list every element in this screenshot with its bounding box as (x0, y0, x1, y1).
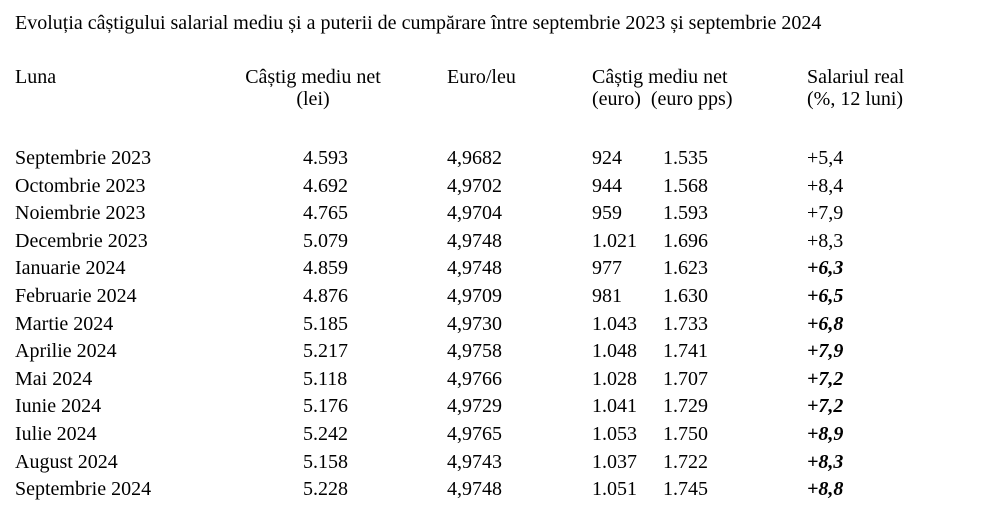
column-header-euro-pps: (euro pps) (650, 88, 733, 110)
cell-castig-lei: 4.876 (303, 284, 348, 307)
table-row (0, 202, 989, 230)
cell-castig-euro-pps: 1.745 (663, 478, 708, 501)
cell-castig-euro-pps: 1.741 (663, 340, 708, 363)
cell-euro-leu: 4,9704 (447, 202, 502, 225)
cell-castig-lei: 5.079 (303, 229, 348, 252)
cell-castig-euro: 977 (592, 257, 622, 280)
table-row (0, 340, 989, 368)
cell-castig-euro: 1.028 (592, 367, 637, 390)
cell-euro-leu: 4,9748 (447, 257, 502, 280)
cell-castig-euro: 1.051 (592, 478, 637, 501)
cell-salariul-real: +8,3 (807, 229, 844, 252)
cell-salariul-real: +8,8 (807, 478, 844, 501)
cell-castig-lei: 5.242 (303, 422, 348, 445)
cell-castig-euro: 924 (592, 147, 622, 169)
column-header-castig-lei (232, 66, 394, 110)
cell-castig-lei: 5.228 (303, 478, 348, 501)
cell-salariul-real: +7,2 (807, 395, 844, 418)
cell-luna: Iulie 2024 (15, 422, 97, 445)
cell-castig-lei: 5.185 (303, 312, 348, 335)
cell-euro-leu: 4,9748 (447, 229, 502, 252)
table-row (0, 285, 989, 313)
cell-luna: Septembrie 2024 (15, 478, 152, 501)
cell-castig-euro: 1.037 (592, 450, 637, 473)
column-header-salariul-real-line1: Salariul real (807, 66, 905, 88)
cell-castig-lei: 4.593 (303, 147, 348, 169)
cell-luna: Decembrie 2023 (15, 229, 148, 252)
column-header-luna: Luna (15, 66, 57, 88)
cell-euro-leu: 4,9730 (447, 312, 502, 335)
cell-luna: Iunie 2024 (15, 395, 102, 418)
cell-castig-euro: 1.053 (592, 422, 637, 445)
cell-luna: Martie 2024 (15, 312, 114, 335)
cell-euro-leu: 4,9729 (447, 395, 502, 418)
cell-salariul-real: +6,5 (807, 284, 844, 307)
column-header-euro-leu: Euro/leu (447, 66, 516, 88)
cell-castig-lei: 5.217 (303, 340, 348, 363)
column-header-castig-euro-line1: Câștig mediu net (592, 66, 728, 88)
cell-castig-lei: 5.176 (303, 395, 348, 418)
cell-castig-lei: 4.692 (303, 174, 348, 197)
table-row (0, 257, 989, 285)
table-row (0, 147, 989, 175)
cell-euro-leu: 4,9765 (447, 422, 502, 445)
cell-castig-euro-pps: 1.623 (663, 257, 708, 280)
cell-castig-lei: 4.859 (303, 257, 348, 280)
cell-castig-euro: 1.041 (592, 395, 637, 418)
cell-castig-euro: 959 (592, 202, 622, 225)
cell-castig-euro-pps: 1.630 (663, 284, 708, 307)
table-row (0, 478, 989, 506)
cell-euro-leu: 4,9682 (447, 147, 502, 169)
cell-euro-leu: 4,9743 (447, 450, 502, 473)
cell-luna: Septembrie 2023 (15, 147, 152, 169)
cell-castig-lei: 5.158 (303, 450, 348, 473)
cell-castig-euro-pps: 1.722 (663, 450, 708, 473)
table-body (0, 147, 989, 506)
cell-castig-euro: 1.048 (592, 340, 637, 363)
cell-castig-euro: 1.043 (592, 312, 637, 335)
cell-castig-euro-pps: 1.729 (663, 395, 708, 418)
column-header-salariul-real (807, 66, 904, 110)
cell-castig-euro: 981 (592, 284, 622, 307)
cell-castig-euro-pps: 1.750 (663, 422, 708, 445)
cell-castig-lei: 5.118 (303, 367, 348, 390)
table-row (0, 423, 989, 451)
cell-castig-euro: 1.021 (592, 229, 637, 252)
table-row (0, 313, 989, 341)
cell-euro-leu: 4,9758 (447, 340, 502, 363)
table-row (0, 175, 989, 203)
cell-salariul-real: +7,2 (807, 367, 844, 390)
cell-castig-euro-pps: 1.707 (663, 367, 708, 390)
cell-euro-leu: 4,9766 (447, 367, 502, 390)
cell-luna: Ianuarie 2024 (15, 257, 126, 280)
column-header-euro: (euro) (592, 88, 641, 110)
cell-salariul-real: +8,4 (807, 174, 844, 197)
table-row (0, 230, 989, 258)
cell-luna: August 2024 (15, 450, 118, 473)
cell-luna: Februarie 2024 (15, 284, 137, 307)
cell-luna: Aprilie 2024 (15, 340, 117, 363)
cell-luna: Mai 2024 (15, 367, 93, 390)
cell-salariul-real: +5,4 (807, 147, 844, 169)
page-title: Evoluția câștigului salarial mediu și a puterii de cumpărare între septembrie 2023 și septembrie 2024 (15, 12, 822, 34)
table-row (0, 451, 989, 479)
column-header-castig-euro-subheaders (592, 88, 733, 110)
cell-salariul-real: +6,8 (807, 312, 844, 335)
cell-castig-euro-pps: 1.535 (663, 147, 708, 169)
cell-castig-euro-pps: 1.568 (663, 174, 708, 197)
cell-luna: Octombrie 2023 (15, 174, 146, 197)
cell-euro-leu: 4,9702 (447, 174, 502, 197)
cell-castig-euro-pps: 1.733 (663, 312, 708, 335)
cell-salariul-real: +6,3 (807, 257, 844, 280)
column-header-castig-euro (592, 66, 733, 110)
cell-salariul-real: +7,9 (807, 202, 844, 225)
cell-salariul-real: +8,9 (807, 422, 844, 445)
column-header-castig-lei-line1: Câștig mediu net (245, 66, 381, 88)
column-header-salariul-real-line2: (%, 12 luni) (807, 88, 904, 110)
cell-castig-euro-pps: 1.696 (663, 229, 708, 252)
cell-euro-leu: 4,9709 (447, 284, 502, 307)
cell-castig-euro: 944 (592, 174, 622, 197)
cell-euro-leu: 4,9748 (447, 478, 502, 501)
column-header-castig-lei-line2: (lei) (296, 88, 330, 110)
cell-castig-euro-pps: 1.593 (663, 202, 708, 225)
cell-salariul-real: +7,9 (807, 340, 844, 363)
cell-salariul-real: +8,3 (807, 450, 844, 473)
cell-castig-lei: 4.765 (303, 202, 348, 225)
table-row (0, 368, 989, 396)
cell-luna: Noiembrie 2023 (15, 202, 146, 225)
table-row (0, 395, 989, 423)
